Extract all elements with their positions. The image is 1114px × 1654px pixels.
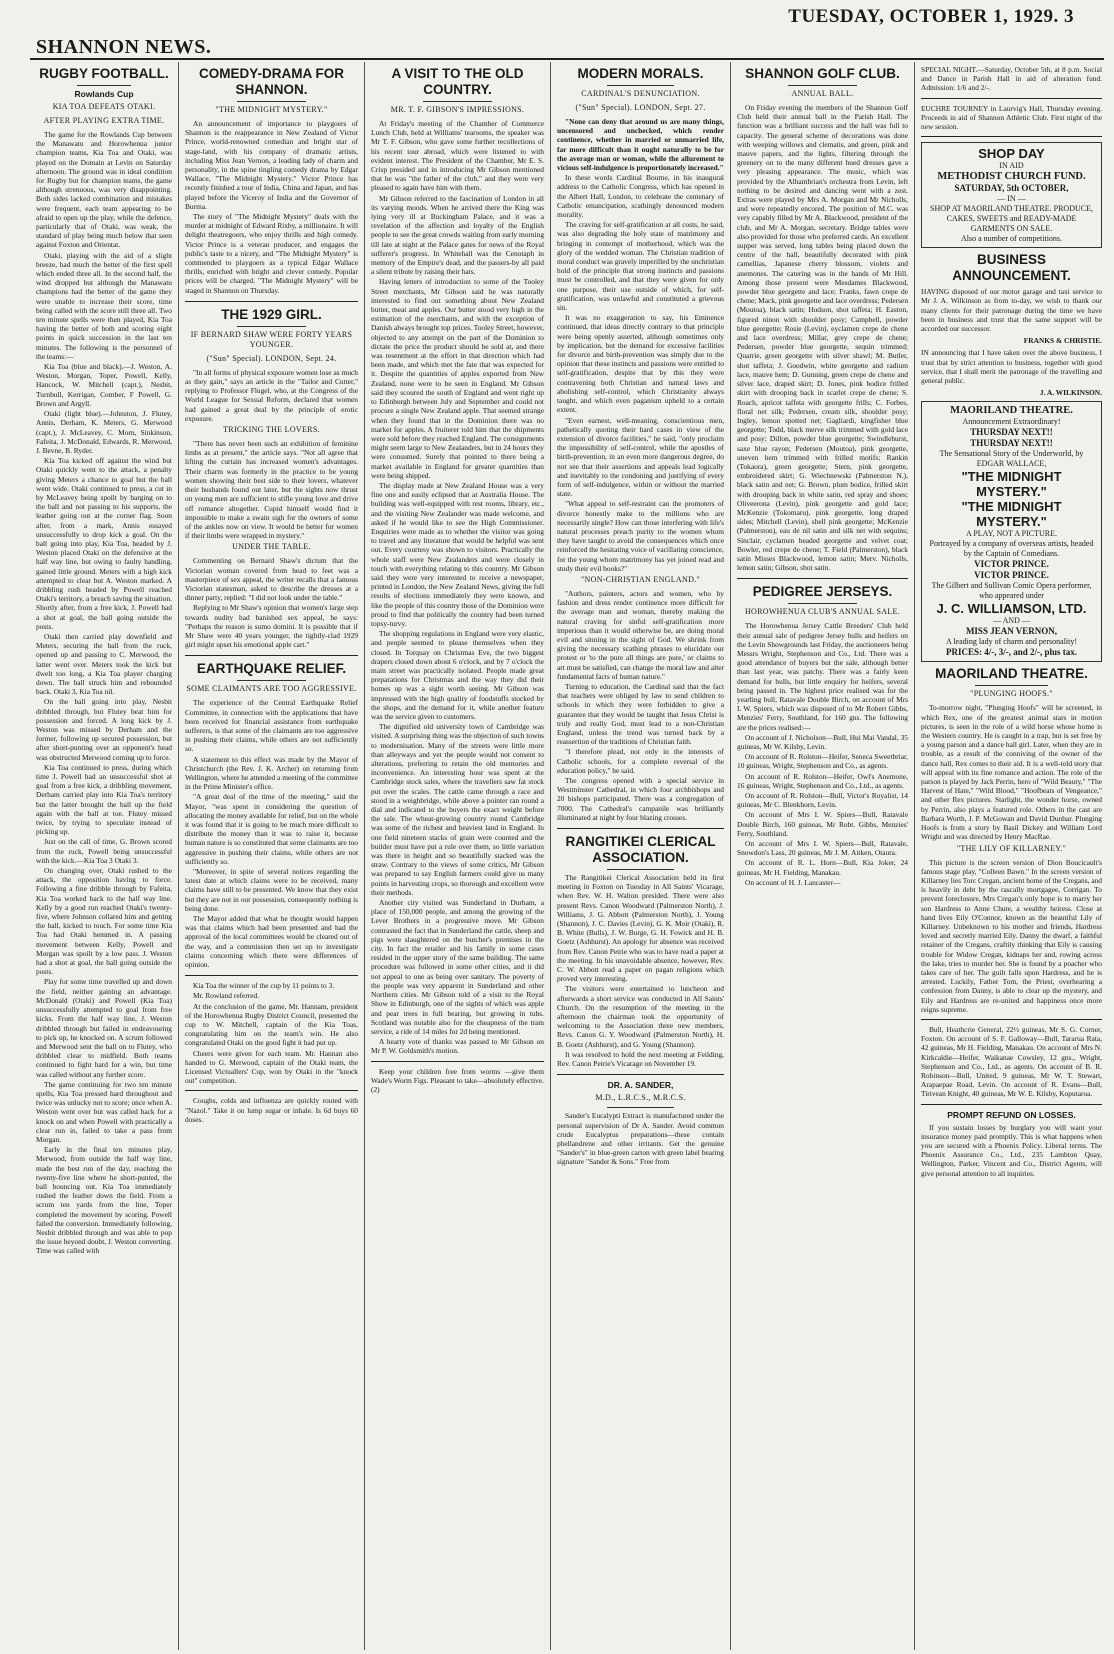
lead-paragraph: "None can deny that around us are many things, uncensored and unchecked, which render continence, whether in married or unmarried life, far more difficult than it ought naturally to be for the average man or woman, while the allurement to vicious self-indulgence is proportionately increased." (557, 117, 724, 173)
paragraph: "What appeal to self-restraint can the promoters of divorce honestly make to the millions who are necessarily single? How can those interfering with life's natural processes preach purity to the women whom they have taught to avoid the consequences which once reinforced the hesitating voice of vacillating conscience, for the young whom matrimony has yet joined read and study their evil books?" (557, 499, 724, 573)
business-announcement-headline: BUSINESS ANNOUNCEMENT. (952, 252, 1071, 284)
column-4 (551, 62, 731, 1650)
paragraph: On account of R. Rolston—Bull, Victor's Royalist, 14 guineas, Mr C. Blenkhorn, Levin. (737, 791, 908, 810)
column-2 (179, 62, 365, 1650)
old-country-kicker: MR. T. F. GIBSON'S IMPRESSIONS. (390, 105, 525, 114)
theatre-line: VICTOR PRINCE. (974, 559, 1049, 570)
paragraph: On the ball going into play, Nesbit dribbled through, but Flutey beat him for possession and forced. A long kick by J. Weston was missed by Derham and the former, following up secured possession, but after short-punting over an opponent's head was obstructed Merwood coming up to force. (36, 697, 172, 762)
special-night-notice: SPECIAL NIGHT.—Saturday, October 5th, at 8 p.m. Social and Dance in Parish Hall in aid of alteration fund. Admission: 1/6 and 2/-. (921, 65, 1102, 93)
paragraph: On account of R. L. Horn—Bull, Kia Joker, 24 guineas, Mr H. Fielding, Manakau. (737, 858, 908, 877)
theatre-line: The Sensational Story of the Underworld, by (939, 449, 1084, 459)
divider (371, 1061, 544, 1062)
paragraph: Just on the call of time, G. Brown scored from the ruck, Powell being unsuccessful with the kick.—Kia Toa 3 Otaki 3. (36, 837, 172, 865)
masthead-rule (30, 58, 1104, 60)
divider (788, 85, 856, 86)
earthquake-relief-headline: EARTHQUAKE RELIEF. (196, 661, 347, 677)
divider (185, 301, 358, 302)
modern-morals-kicker: CARDINAL'S DENUNCIATION. (581, 89, 700, 98)
paragraph: The display made at New Zealand House was a very fine one and easily eclipsed that at Australia House. The building was well-equipped with rest rooms, library, etc., and the visiting New Zealander was made welcome, and asked if he would like to see the High Commissioner. Enquiries were made as to whether the visitor was going to travel and any literature that would be helpful was sent out. Every courtesy was shown to visitors. Practically the whole staff were New Zealanders and were closely in touch with everything relating to this country. Mr Gibson said they were very interested to receive a newspaper, printed in London, the New Zealand News, giving the full results of elections immediately they were known, and like the people of this country those of the Dominion were proud to find that politically the country had been turned topsy-turvy. (371, 480, 544, 628)
paragraph: The experience of the Central Earthquake Relief Committee, in connection with the applications that have been received for financial assistance from earthquake sufferers, is that some of the claimants are too aggressive in pushing their claims, while others are not sufficiently so. (185, 698, 358, 754)
paragraph: "Even earnest, well-meaning, conscientious men, pathetically quoting their hard cases in view of the extension of divorce facilities," he said, "only proclaim the impossibility of self-control, while the apostles of birth-prevention, in an even more dangerous degree, do not see that their assertions and appeals lead logically and inevitably to the condoning and justifying of every form of self-indulgence, within or without the married state. (557, 415, 724, 499)
paragraph: Replying to Mr Shaw's opinion that women's large step towards nudity had banished sex appeal, he says: "Perhaps the reason is sumo domini. It is possible that if Mr Shaw were 40 years younger, the tightly-clad 1929 girl might upset his emotional apple cart." (185, 603, 358, 650)
paragraph: This picture is the screen version of Dion Boucicault's famous stage play, "Colleen Bawn." In the screen version of Killarney lies Torc Cregan, ancient home of the Cregans, and is heavily in debt by the rascally mortgagee, Corrigan. To prevent foreclosure, Mrs Cregan's only hope is to marry her son Hardress to Anne Chute, a wealthy heiress. Close at hand lives Eily O'Connor, known as the beautiful Lily of Killarney. Unbeknown to his mother and friends, Hardress loved and secretly married Eily. Danny the dwarf, a faithful retainer of the Cregans, craftily thinking that Eily is causing trouble for Widow Cregan, kidnaps her and, rowing across the lake, tries to murder her. She is found by a poacher who takes care of her. The guilt falls upon Hardress, and he is arrested. Luckily, Father Tom, the Priest, overhearing a confession from Danny, is able to clear up the mystery, and Eily and Hardress are re-united and happiness once more reigns supreme. (921, 857, 1102, 1014)
theatre-feature: "THE MIDNIGHT MYSTERY." (961, 499, 1062, 530)
old-country-headline: A VISIT TO THE OLD COUNTRY. (391, 66, 524, 97)
paragraph: Commenting on Bernard Shaw's dictum that the Victorian woman covered from head to feet was a masterpiece of sex appeal, the writer recalls that a famous Victorian statesman, asked to describe the dresses at a dinner party, replied: "I did not look under the table." (185, 556, 358, 603)
shop-day-in: — IN — (997, 194, 1026, 204)
theatre-line: THURSDAY NEXT!! (970, 427, 1053, 438)
date-line: TUESDAY, OCTOBER 1, 1929. 3 (788, 6, 1074, 27)
divider (557, 1074, 724, 1075)
paragraph: It was resolved to hold the next meeting at Feilding, Rev. Canon Petrie's Vicarage on November 19. (557, 1049, 724, 1069)
paragraph: Mr Gibson referred to the fascination of London in all its varying moods. When he arrived there the King was lying very ill at Buckingham Palace, and it was a revelation of the affection and loyalty of the English people to see the great crowds waiting from early morning till late at night at the Palace gates for news of the Royal sufferer's progress. In Whitehall was the Cenotaph in memory of the Empire's dead, and the passers-by all paid a silent tribute by raising their hats. (371, 193, 545, 277)
paragraph: Kia Toa continued to press, during which time J. Powell had an unsuccessful shot at goal from a free kick, a dribbling movement, Derham carried play into Kia Toa's territory but the latter brought the ball up the field again with the ball at toe. Flutey missed twice, by trying to speculate instead of picking up. (36, 762, 172, 837)
rugby-body (36, 130, 172, 1256)
paragraph: The craving for self-gratification at all costs, he said, was also degrading the holy state of matrimony and bringing in contempt of motherhood, which was the glory of the wedded woman. The Christian tradition of moral conduct was gravely imperilled by the unchristian hold of the principle that strong instincts and passions must be controlled, and that they were given for only one purpose, their use outside of which, for self-gratification, was unlawful and constituted a grievous sin. (557, 220, 724, 313)
sander-text: Sander's Eucalypti Extract is manufactured under the personal supervision of Dr A. Sander. Avoid common crude Eucalyptus preparations—these contain phellandrene and other irritants. Get the genuine "Sander's" in blue-green carton with green label bearing signature "Sander & Sons." Free from (557, 1111, 724, 1167)
theatre-prices: PRICES: 4/-, 3/-, and 2/-, plus tax. (945, 647, 1078, 658)
divider (185, 1090, 358, 1091)
shop-day-body: SHOP AT MAORILAND THEATRE. PRODUCE, CAKES, SWEETS and READY-MADE GARMENTS ON SALE. (930, 204, 1093, 234)
paragraph: "There has never been such an exhibition of feminine limbs as at present," the article says. "Not all agree that lifting the curtain has increased women's advantages. Their charm was formerly in the practice to be young women showing their best side to their lovers, whatever their husbands found out later, but the sights now thrust on young men are sufficient to stifle young love and drive off romance altogether. Cupid himself would find it impossible to make a swain sigh for the owners of some of the ankles now on view. It would be better for women if their limbs were wrapped in mystery." (185, 439, 358, 541)
paragraph: Early in the final ten minutes play, Merwood, from outside the half way line, made the best run of the day, reaching the twenty-five line where he short-punted, the ball bouncing out. Kia Toa immediately rushed the leather down the field. From a scrum ten yards from the line, Toper completed the movement by scoring. Powell failed the conversion. Immediately following, Nesbit dribbled through and was able to pop the issue beyond doubt, J. Weston converting. Time was called with (36, 1145, 172, 1256)
business-announcement-body-2: IN announcing that I have taken over the above business, I trust that by strict attention to business, together with good service, that I shall merit the patronage of the travelling and general public. (921, 348, 1102, 386)
divider (237, 680, 306, 681)
sander-degrees: M.D., L.R.C.S., M.R.C.S. (595, 1093, 686, 1103)
signature: FRANKS & CHRISTIE. (1023, 336, 1102, 346)
divider (237, 326, 306, 327)
theatre-line: The Gilbert and Sullivan Comic Opera performer, who appeared under (931, 581, 1092, 601)
theatre-feature: J. C. WILLIAMSON, LTD. (936, 601, 1087, 617)
paragraph: "Authors, painters, actors and women, who by fashion and dress render continence more difficult for the average man and woman, thereby making the natural craving for sinful self-gratification more imperious than it would otherwise be, are doing moral evil and sinning in the sight of God. We shrink from giving the necessary scathing phrases to elucidate our protest or 'to the pure all things are pure,' or claims to art must be satisfied, can change the moral law and alter fundamental facts of human nature." (557, 588, 724, 681)
clerical-association-headline: RANGITIKEI CLERICAL ASSOCIATION. (565, 834, 716, 866)
1929-girl-headline: THE 1929 GIRL. (221, 306, 322, 322)
paragraph: Otaki, playing with the aid of a slight breeze, had much the better of the first spell which ended three all. In the second half, the wind dropped but although the Manawatu champions had the better of the game they were unable to increase their score, time being called with the score still three all. Two ten minute spells were then played, Kia Toa having the better of both and scoring eight points in quick succession in the last ten minutes. The following is the personnel of the teams:— (36, 250, 172, 361)
paragraph: The game continuing for two ten minute spells, Kia Toa pressed hard throughout and twice was unlucky not to score; once when A. Weston went over but was called back for a knock on and when Powell with practically a clear run in, failed to take a pass from Morgan. (36, 1079, 172, 1144)
theatre-line: — AND — (993, 616, 1030, 626)
theatre-line: A leading lady of charm and personality! (945, 637, 1078, 647)
shop-day-title: SHOP DAY (978, 146, 1045, 162)
golf-club-headline: SHANNON GOLF CLUB. (745, 66, 900, 81)
section-heading: UNDER THE TABLE. (232, 542, 311, 552)
theatre-2-headline: MAORILAND THEATRE. (935, 666, 1088, 682)
comedy-drama-article (185, 66, 358, 295)
paragraph: The Rangitikei Clerical Association held its first meeting in Foxton on Tuesday in All Saints' Vicarage, when Rev. W. H. Walton presided. There were also present Revs. Canon Woodward (Palmerston North), J. Williams, J. G. Abbott (Palmerston North), J. Young (Shannon), J. C. Davies (Levin), G. K. Moir (Otaki), R. B. White (Bulls), J. W. Burge, G. H. Fowick and H. B. Goetz (Ashhurst). An apology for absence was received from Rev. Canon Petrie who was to have read a paper at the meeting. In his unavoidable absence, however, Rev. C. W. Abbott read a paper on pagan religions which proved very interesting. (557, 873, 724, 984)
section-heading: "NON-CHRISTIAN ENGLAND." (580, 574, 701, 584)
paragraph: Kia Toa kicked off against the wind but Otaki quickly went to the attack, a penalty giving Meters a chance to goal but the ball went wide. Otaki continued to press, a cut in by McLeavey being spoilt by barging on to the ball and not passing to his supports, the leather going out at the corner flag. Soon after, from a mark, Annis essayed unsuccessfully to drop kick a goal. On the ball going into play, Kia Toa, headed by J. Weston placed Otaki on the defensive at the half way line, but owing to faulty handling, gained little ground. Meters with a high kick attempted to clear but A. Weston marked. A dribbling rush headed by Powell reached Otaki's territory, a breach saving the situation. Shortly after, from a free kick, J. Powell had a shot at goal, the ball going outside the posts. (36, 456, 172, 631)
paragraph: "A great deal of the time of the meeting," said the Mayor, "was spent in considering the question of allocating the money available for relief, but on the whole it was found that it is going to be much more difficult to distribute the money than it was to raise it, because human nature is so constituted that some claimants are too aggressive in pushing their claims, while others are not sufficiently so. (185, 792, 358, 866)
divider (557, 828, 724, 829)
paragraph: The game for the Rowlands Cup between the Manawatu and Horowhenua junior champion teams, Kia Toa and Otaki, was played on the Domain at Levin on Saturday afternoon. The ground was in ideal condition for Rugby but for champion teams, the game although strenuous, was very disappointing. Both sides lacked combination and mistakes were frequent, each team appearing to be afraid to open up the play, while the defence, particularly that of Otaki, was weak, the standard of play being much below that seen against Foxton and Orientat. (36, 130, 172, 250)
paragraph: On Friday evening the members of the Shannon Golf Club held their annual ball in the Parish Hall. The function was a brilliant success and the hall was full to capacity. The general scheme of decorations was done with weeping willows and clematis, and green, pink and mauve papers, and the lights, filtering through the greenery on to the many different hued dresses gave a very pleasing appearance. The music, which was provided by the Alhambrian's orchestra from Levin, left nothing to be desired and dancing went with a zest. Extras were played by Mrs A. Morgan and Mr Nicholls, and were repeatedly encored. The position of M.C. was very capably filled by Mr A. Blackwood, president of the club, and Mr A. Morgan, secretary. Bridge tables were also provided for those who preferred cards. An excellent supper was served, long tables being placed down the centre of the hall, beautifully decorated with pink camellias, Japanese cherry blossom, violets and anemones. The catering was in the hands of Mr Hill. Among those present were Mesdames Blackwood, powder blue georgette and lace; Franks, fawn crepe de chene; Mack, pink georgette and lace overdress; Pedersen (Moutoa), black satin; Hudson, shot taffeta; H. Easton, figured ninon with shoulder posy; Campbell, powder blue georgette; Rosie (Levin), eyclamen crepe de chene and lace overdress; Millar, grey crepe de chene; Pedersen, powder blue georgette, sequin trimmed; Quarrie, green georgette with silver shawl; M. Butler, shot taffeta; J. Goodwin, white georgette and radium lace, mauve hem; D. Gunning, green crepe de chene and silver lace, draped skirt; D. Jones, pink bodice frilled skirt with drooping back in scarlet crepe de chene; S. Roach, apricot taffeta with georgette frills; C. Forbes, floral net silk; Pedersen, cream silk, shoulder posy; Ingley, lemon spotted net; Gagliardi, kingfisher blue georgette; Todd, black merve silk trimmed with gold lace and posy; Dillon, powder blue georgette; Swindlehurst, saxe blue rayon; Pedersen (Moutoa), pink georgette, uneven hem trimmed with frilled motifs; Rankin (Tokaora), green georgette; Stern, pink georgette, embroidered skirt; G. Wiechnewski (Palmerston N.), black satin and net; G. Brown, plum bodice, frilled skirt with drooping back in white satin, red spray and shoes; Oliveerona (Levin), pink georgette and gold lace; McKenzie (Tokomaru), pink georgette, long draped sides; Mitchell (Levin), shell pink georgette; McKenzie (Palmerston), eau de nil satin and silk net with sequins; Sinclair, cyclamen beaded georgette and velvet coat; Bowler, red crepe de chene; T. Field (Palmerston), black satin Misses Blackwood, lemon satin; Merv. Nicholls, lemon satin; Gibson, shot satin. (737, 103, 909, 573)
paragraph: Cheers were given for each team. Mr. Hannan also handed to G. Merwood, captain of the Otaki team, the Licensed Victuallers' Cup, won by Otaki in the "knock out" competition. (185, 1048, 358, 1086)
paragraph: In these words Cardinal Bourne, in his inaugural address to the Catholic Congress, which has opened in the Albert Hall, London, to celebrate the centenary of Catholic emancipation, scathingly denounced modern morality. (557, 173, 724, 220)
paragraph: The Mayor added that what he thought would happen was that claims which had been presented and had the approval of the local committees would be cleared out of the way, and a commission then set up to investigate claims concerning which there were differences of opinion. (185, 914, 358, 970)
divider (921, 136, 1102, 137)
modern-morals-headline: MODERN MORALS. (577, 66, 704, 81)
masthead (0, 0, 1114, 58)
comedy-drama-headline: COMEDY-DRAMA FOR SHANNON. (199, 66, 344, 97)
paragraph: An announcement of importance to playgoers of Shannon is the reappearance in New Zealand of Victor Prince, world-renowned comedian and bright star of stage-land, with his company of dramatic artists, including Miss Jean Vernon, a leading lady of charm and personality, in the spine tingling comedy drama by Edgar Wallace, "The Midnight Mystery." Victor Prince has recently finished a tour of India, China and Japan, and has played before the Viceroy of India and the Governor of Burma. (185, 119, 358, 211)
divider (921, 1104, 1102, 1105)
worm-figs-advert: Keep your children free from worms —give them Wade's Worm Figs. Pleasant to take—absolutely effective. (2) (371, 1066, 544, 1094)
theatre-line: Portrayed by a company of overseas artists, headed by the Captain of Comedians. (929, 539, 1094, 559)
paragraph: Another city visited was Sunderland in Durham, a place of 150,000 people, and among the growing of the Lever Brothers in a progressive move. Mr Gibson contrasted the fact that in Sunderland the cattle, sheep and pigs were slaughtered on the butcher's premises in the city. In fact the retailer and his family in some cases resided in the upper story of the same building. The same procedure was followed in some other cities, and it did not appeal to one as being over sanitary. The poverty of the people was very apparent in Sunderland and other Northern cities. Mr Gibson told of a visit to the Royal Show in Edinburgh, one of the sights of which was apple and pear trees in full bearing, but growing in tubs. Scotland was notable also for the cheapness of the tram service, a ride of 14 miles for 2d being mentioned. (371, 898, 544, 1036)
maoriland-theatre-advert (921, 401, 1102, 662)
rugby-subhead: Rowlands Cup (74, 89, 134, 99)
paragraph: On account of H. J. Lancaster— (745, 877, 841, 887)
rugby-headline: RUGBY FOOTBALL. (39, 66, 169, 81)
1929-girl-kicker: IF BERNARD SHAW WERE FORTY YEARS YOUNGER. (190, 329, 353, 349)
paragraph: Kia Toa the winner of the cup by 11 points to 3. (193, 981, 335, 991)
column-3 (365, 62, 551, 1650)
divider (788, 603, 856, 604)
column-5 (731, 62, 915, 1650)
prompt-refund-headline: PROMPT REFUND ON LOSSES. (947, 1109, 1076, 1120)
theatre-line: Announcement Extraordinary! (962, 417, 1061, 427)
dateline: ("Sun" Special). LONDON, Sept. 24. (206, 353, 337, 363)
nazol-advert: Coughs, colds and influenza are quickly routed with "Nazol." Take it on lump sugar or inhale. Is 6d buys 60 doses. (185, 1096, 358, 1124)
paragraph: If you sustain losses by burglary you will want your insurance money paid promptly. This is what happens when you are secured with a Phoenix Policy. Liberal terms. The Phoenix Assurance Co., Ltd., 235 Lambton Quay, Wellington, Parker, Vincent and Co., District Agents, will give personal attention to all inquiries. (921, 1122, 1102, 1178)
paragraph: Otaki then carried play downfield and Meters, securing the ball from the ruck, opened up and passing to C. Merwood, the latter went over. Meters took the kick but dwelt too long, a Kia Toa player charging down. The ball struck him and rebounded back. Otaki 3, Kia Toa nil. (36, 631, 172, 697)
paragraph: Play for some time travelled up and down the field, neither gaining an advantage. McDonald (Otaki) and Powell (Kia Toa) unsuccessfully attempted to goal from free kicks. From the half way line, J. Weston dribbled through but failed in endeavouring to pick up, he knocked on. A scrum followed and Merwood sent the ball on to Flutey, who dribbled clear to midfield. Both teams continued to fight hard for a win, but time was called without any further score. (36, 977, 172, 1079)
theatre-line: MISS JEAN VERNON, (965, 626, 1058, 637)
divider (921, 1019, 1102, 1020)
theatre-line: A PLAY, NOT A PICTURE. (966, 529, 1057, 539)
paragraph: "In all forms of physical exposure women lose as much as they gain," says an article in the "Tailor and Cutter," replying to Professor Flugel, who, at the Congress of the World League for Sexual Reform, declared that women had gained a great deal by the principle of erotic exposure. (185, 367, 358, 423)
paragraph: At the conclusion of the game, Mr. Hannam, president of the Horowhenua Rugby District Council, presented the cup to W. Mitchell, captain of the Kia Toas, congratulating him on the team's win. He also congratulated Otaki on the good fight it had put up. (185, 1001, 358, 1048)
sander-name: DR. A. SANDER, (607, 1080, 674, 1091)
paragraph: The Horowhenua Jersey Cattle Breeders' Club held their annual sale of pedigree Jersey bulls and heifers on the Levin Showgrounds last Friday, the auctioneers being Messrs Wright, Stephenson and Co., Ltd. There was a good attendance of buyers but the sale, although better than last year, was patchy. There was a fairly keen demand for bulls, but little enquiry for heifers, several being passed in. The highest price realised was for the yearling bull, Ratavale Double Birch, on account of Mrs I. W. Spiers, which was disposed of to Mr Robert Gibbs, Menzies' Ferry, Southland, for 160 gns. The following are the prices realised:— (737, 621, 908, 732)
paragraph: Turning to education, the Cardinal said that the fact that teachers were obliged by law to send children to schools in which they were forbidden to give a guarantee that they would be taught that Jesus Christ is truly and really God, must lead to a non-Christian England, unless the trend was turned back by a reassertion of the traditions of Christian faith. (557, 681, 724, 747)
divider (607, 85, 674, 86)
newspaper-columns (30, 62, 1108, 1650)
paragraph: The congress opened with a special service in Westminster Cathedral, in which four archbishops and 20 bishops participated. There was a congregation of 7000. The Cathedral's campanile was brilliantly illuminated at night by four blazing crosses. (557, 776, 724, 822)
paragraph: A hearty vote of thanks was passed to Mr Gibson on Mr P. W. Goldsmith's motion. (371, 1037, 544, 1056)
paragraph: On account of R. Rolston—Heifer, Seneca Sweetbriar, 10 guineas, Wright, Stephenson and Co., as agents. (737, 752, 908, 771)
golf-club-article (737, 66, 908, 572)
1929-girl-article (185, 307, 358, 649)
paragraph: On account of R. Rolston—Heifer, Owl's Anemone, 16 guineas, Wright, Stephenson and Co., Ltd., as agents. (737, 771, 908, 790)
golf-club-kicker: ANNUAL BALL. (791, 89, 854, 98)
sander-advert (557, 1080, 724, 1166)
rugby-kicker-2: AFTER PLAYING EXTRA TIME. (43, 116, 165, 125)
paragraph: On account of Mrs I. W. Spiers—Bull, Ratavale, Snowdon's Lass, 20 guineas, Mr J. M. Aitken, Otaura. (737, 839, 908, 858)
divider (77, 85, 131, 86)
divider (237, 101, 306, 102)
paragraph: The shopping regulations in England were very elastic, and people seemed to please themselves when they closed. In Torquay on Christmas Eve, the two biggest drapers closed down about 6 o'clock, and by 7 o'clock the main street was practically isolated. People made great preparations for Christmas and the way they did their homes up was a sight worth seeing. Mr Gibson was impressed with the high quality of foodstuffs stocked by the shops, and the demand for it, while another feature was the service given to customers. (371, 629, 544, 721)
shop-day-fund: METHODIST CHURCH FUND. (937, 171, 1086, 183)
column-6 (915, 62, 1108, 1650)
rugby-continued (185, 981, 358, 1124)
theatre-title: MAORILAND THEATRE. (950, 405, 1073, 417)
old-country-article (371, 66, 544, 1094)
divider (737, 578, 908, 579)
paragraph: Kia Toa (blue and black).—J. Weston, A. Weston, Morgan, Toper, Powell, Kelly, Hancock, W. Mitchell (capt.), Nesbit, Turnbull, Kerrigan, Comber, F Powell, G. Brown and Argyll. (36, 362, 172, 408)
business-announcement-body: HAVING disposed of our motor garage and taxi service to Mr J. A. Wilkinson as from to-day, we wish to thank our many clients for their patronage during the time we have been in business and trust that the same support will be accorded our successor. (921, 287, 1102, 334)
paragraph: Otaki (light blue).—Johnston, J. Flutey, Annis, Derham, K. Meters, G. Merwood (capt.), J. McLeavey, C. Morn, Sinkinson, Fafeita, J. McDonald, Edwards, R. Merwood, J. Bevne, B. Ryder. (36, 409, 172, 455)
pedigree-jerseys-article (737, 584, 908, 887)
signature: J. A. WILKINSON. (1039, 388, 1102, 398)
theatre-2-kicker-2: "THE LILY OF KILLARNEY." (956, 843, 1067, 853)
paragraph: On account of Mrs I. W. Spiers—Bull, Ratavale Double Birch, 160 guineas, Mr Robt. Gibbs, Menzies' Ferry, Southland. (737, 810, 908, 838)
clerical-association-article (557, 834, 724, 1068)
earthquake-relief-kicker: SOME CLAIMANTS ARE TOO AGGRESSIVE. (186, 684, 357, 694)
modern-morals-article (557, 66, 724, 822)
paragraph: The visitors were entertained to luncheon and afterwards a short service was conducted in All Saints' Church. On the resumption of the meeting in the afternoon the chairman took the opportunity of welcoming to the Association three new members, Revs. Canon G. Y. Woodward (Palmerston North), H. B. Goetz (Ashhurst), and G. Young (Shannon). (557, 984, 724, 1049)
divider (185, 975, 358, 976)
shop-day-date: SATURDAY, 5th OCTOBER, (954, 183, 1069, 194)
shop-day-note: Also a number of competitions. (960, 234, 1063, 244)
paragraph: A statement to this effect was made by the Mayor of Christchurch (the Rev. J. K. Archer) on returning from Wellington, where he attended a meeting of the committee in the Prime Minister's office. (185, 754, 358, 792)
pedigree-jerseys-headline: PEDIGREE JERSEYS. (752, 584, 893, 600)
shop-day-sub: IN AID (999, 161, 1024, 171)
dateline: ("Sun" Special). LONDON, Sept. 27. (575, 103, 706, 112)
pedigree-jerseys-kicker: HOROWHENUA CLUB'S ANNUAL SALE. (744, 607, 901, 617)
section-heading: TRICKING THE LOVERS. (223, 425, 320, 435)
paragraph: "I therefore plead, not only in the interests of Catholic schools, for a complete reversal of the education policy," he said. (557, 747, 724, 775)
theatre-2-kicker: "PLUNGING HOOFS." (970, 689, 1053, 699)
theatre-feature: "THE MIDNIGHT MYSTERY." (961, 469, 1062, 500)
paragraph: On changing over, Otaki rushed to the attack, the opposition having to force. Following a fine dribble through by Fafeita, Kia Toa worked back to the half way line. Kelly by a good run reached Otaki's twenty-five, where Johnson collared him and getting the ball, kicked to touch. For some time Kia Toa had Otaki hemmed in. A passing movement between Kelly, Powell and Morgan was spoilt by a low pass. J. Weston had a shot at goal, the ball going outside the posts. (36, 866, 172, 977)
paragraph: On account of J. Nicholson—Bull, Hui Mai Vandal, 35 guineas, Mr W. Kilsby, Levin. (737, 732, 908, 751)
shop-day-advert (921, 142, 1102, 248)
paragraph: At Friday's meeting of the Chamber of Commerce Lunch Club, held at Williams' tearooms, the speaker was Mr T. F. Gibson, who gave some further recollections of his recent tour abroad, which were listened to with evident interest. The President of the Chamber, Mr E. S. Crisp presided and in introducing Mr Gibson mentioned that he was "the father of the club," and they were very pleased to again have him with them. (371, 119, 544, 193)
divider (607, 1107, 674, 1108)
rugby-kicker: KIA TOA DEFEATS OTAKI. (52, 102, 156, 111)
paragraph: To-morrow night, "Plunging Hoofs" will be screened, in which Rex, one of the greatest animal stars in motion pictures, is seen in the role of a wild horse whose home is the Western country. He is caught in a trap, but is set free by a young parson and a dance hall girl. Later, when they are in trouble, as a result of the conniving of the owner of the dance hall, Rex comes to their aid. It is a well-told story that will appeal with its fine romance and action. The role of the parson is played by Jack Perrin, hero of "Wild Beauty," "The Harvest of Hate," "Wild Blood," "Hoofbeats of Vengeance," and other Rex pictures. Starlight, the wonder horse, owned by Perrin, also plays a featured role. Others in the cast are Barbara Worth, J. P. McGowan and David Dunbar. Plunging Hoofs is from a story by Basil Dickey and William Lord Wright and was directed by Henry MacRae. (921, 703, 1102, 842)
theatre-line: THURSDAY NEXT!! (970, 438, 1053, 449)
divider (607, 869, 674, 870)
paragraph: The dignified old university town of Cambridge was visited. A surprising thing was the objection of such towns to modernisation. Many of the streets were little more than alleyways and yet the people would not consent to alterations, preferring to retain the old memories and inconvenience. An interesting hour was spent at the Cambridge stock sales, where the travellers saw fat stock put over the scales. The cattle came through a race and stood in a weighbridge, while above a pointer ran round a dial and indicated to the buyers the exact weight before the sale. The wheat-growing country round Cambridge was some of the richest and heaviest land in England. In one field nineteen stacks of grain were counted and the builder must have put a rule over them, so little variation was there in height and so beautifully stacked was the straw. Contrary to the views of some critics, Mr Gibson was prepared to say English farmers could give us many points in harvesting crops, so thorough and excellent were their methods. (371, 722, 544, 897)
paragraph: It was no exaggeration to say, his Eminence continued, that ideas directly contrary to that principle were being openly asserted, although sometimes only by implication, but the demand for excessive facilities for divorce and birth-prevention was simply due to the opinion that these instincts and passions were entitled to self-gratification, despite that by this they were contravening both Christian and natural laws and abolishing self-control, which Christianity always taught, and which even paganism upheld to a certain extent. (557, 313, 724, 415)
divider (975, 685, 1047, 686)
euchre-notice: EUCHRE TOURNEY in Laurvig's Hall, Thursday evening. Proceeds in aid of Shannon Athletic Club. First night of the new session. (921, 103, 1102, 132)
theatre-line: EDGAR WALLACE, (976, 459, 1047, 469)
divider (185, 655, 358, 656)
paragraph: Having letters of introduction to some of the Tooley Street merchants, Mr Gibson said he was naturally interested to find out something about New Zealand butter, meat and apples. Our butter stood very high in the estimation of the merchants, and with the exception of Danish always brought top prices. Tooley Street, however, objected to any attempt on the part of the Dominion to dictate the price the product should be sold at, and there was resentment at the effort in that direction which had been made, and which met the fate that was expected for it. Despite the quantities of apples exported from New Zealand, none were to be seen in England. Mr Gibson said they scoured the south of England and went right up to Edinburgh between July and September and could not procure a single New Zealand apple. That seemed strange when they found that in the Dominion there was no market for apples. A fruiterer told him that the shipments were sold before they reached England. The consignments might seem large to New Zealanders, but in 24 hours they were consumed. Surely that pointed to there being a market available in England for greater quantities than were being shipped. (371, 277, 544, 480)
paragraph: The story of "The Midnight Mystery" deals with the murder at midnight of Edward Rixby, a millionaire. It will delight theatregoers, who enjoy thrills and high comedy. Victor Prince is a veteran producer, and engages the public's taste to a nicety, and "The Midnight Mystery" is commended to playgoers as a typical Edgar Wallace thrills, enriched with bright and clever comedy. Popular prices will be charged. "The Midnight Mystery" will be staged in Shannon on Thursday. (185, 212, 358, 295)
divider (921, 98, 1102, 99)
column-1 (30, 62, 179, 1650)
paragraph: "Moreover, in spite of several notices regarding the latest date at which claims were to be received, many claims have still to be presented. We know that they exist but they are not in our possession, consequently nothing is being done. (185, 867, 358, 913)
divider (423, 101, 492, 102)
theatre-line: VICTOR PRINCE. (974, 570, 1049, 581)
rugby-article (36, 66, 172, 1256)
comedy-drama-kicker: "THE MIDNIGHT MYSTERY." (215, 105, 328, 114)
earthquake-relief-article (185, 661, 358, 969)
paragraph: Bull, Heathcrie General, 22½ guineas, Mr S. G. Corner, Foxton. On account of S. F. Galloway—Bull, Tararua Rata, 42 guineas, Mr H. Fielding, Manakau. On account of Mrs N. Kirkcaldie—Heifer, Waikanae Cowsley, 12 gns., Wright, Stephenson and Co., Ltd., as agents. On account of B. R. Robinson—Bull, United, 9 guineas, Mr W. T. Stewart, Arapaepae Road, Levin. On account of R. Evans—Bull, Tirivean Knight, 40 guineas, Mr W. E. Kilsby, Koputaroa. (921, 1024, 1102, 1099)
paper-name: SHANNON NEWS. (36, 36, 212, 58)
paragraph: Mr. Rowland referred. (193, 991, 260, 1001)
